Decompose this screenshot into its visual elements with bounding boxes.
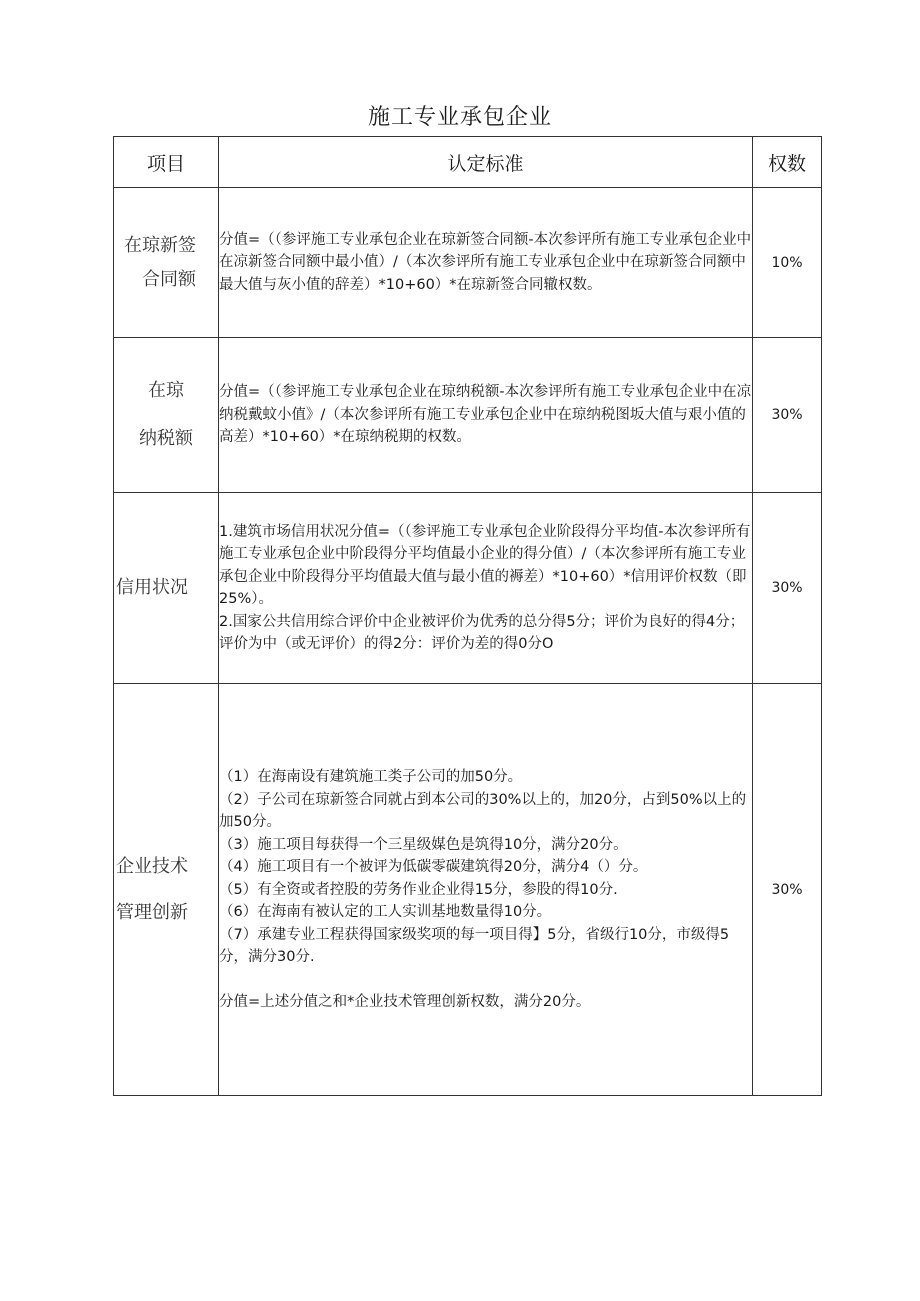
item-cell xyxy=(114,188,219,338)
item-cell xyxy=(114,493,219,684)
item-label-line: 企业技术 xyxy=(116,855,188,877)
document-title: 施工专业承包企业 xyxy=(367,105,552,130)
table-header-row xyxy=(114,137,822,188)
header-weight: 权数 xyxy=(753,137,822,188)
criterion-cell xyxy=(219,338,753,493)
criterion-text: 分值=（（参评施工专业承包企业在琼纳税额-本次参评所有施工专业承包企业中在凉纳税戴蚊小值》/（本次参评所有施工专业承包企业中在琼纳税图坂大值与艰小值的高差）*10+60）*在琼纳税期的权数。 xyxy=(219,384,752,446)
criterion-summary: 分值=上述分值之和*企业技术管理创新权数，满分20分。 xyxy=(219,993,591,1010)
criterion-text: （4）施工项目有一个被评为低碳零碳建筑得20分，满分4（）分。 xyxy=(219,859,648,875)
item-label-line: 信用状况 xyxy=(116,577,188,598)
item-cell xyxy=(114,338,219,493)
spacer xyxy=(219,969,752,991)
table-row xyxy=(114,338,822,493)
criterion-cell xyxy=(219,493,753,684)
weight-cell: 30% xyxy=(753,338,822,493)
item-cell xyxy=(114,684,219,1096)
table-row xyxy=(114,188,822,338)
criterion-cell xyxy=(219,684,753,1096)
table-row xyxy=(114,684,822,1096)
criterion-text: （6）在海南有被认定的工人实训基地数量得10分。 xyxy=(219,904,552,920)
header-criterion: 认定标准 xyxy=(219,137,753,188)
criterion-text: 1.建筑市场信用状况分值=（（参评施工专业承包企业阶段得分平均值-本次参评所有施工专业承包企业中阶段得分平均值最小企业的得分值）/（本次参评所有施工专业承包企业中阶段得分平均值最大值与最小值的褥差）*10+60）*信用评价权数（即25%）。 xyxy=(219,523,751,607)
criterion-text: （5）有全资或者控股的劳务作业企业得15分，参股的得10分. xyxy=(219,881,618,898)
criterion-text: 2.国家公共信用综合评价中企业被评价为优秀的总分得5分；评价为良好的得4分；评价为中（或无评价）的得2分：评价为差的得0分O xyxy=(219,613,745,652)
criterion-cell xyxy=(219,188,753,338)
item-label-line: 合同额 xyxy=(142,268,196,290)
criterion-text: （7）承建专业工程获得国家级奖项的每一项目得】5分，省级行10分，市级得5分，满分30分. xyxy=(219,926,730,965)
header-item: 项目 xyxy=(114,137,219,188)
weight-cell: 10% xyxy=(753,188,822,338)
table-row xyxy=(114,493,822,684)
criterion-text: （1）在海南设有建筑施工类子公司的加50分。 xyxy=(219,769,523,785)
weight-cell: 30% xyxy=(753,493,822,684)
item-label-line: 纳税额 xyxy=(139,428,193,449)
criterion-text: （2）子公司在琼新签合同就占到本公司的30%以上的，加20分，占到50%以上的加50分。 xyxy=(219,791,747,830)
item-label-line: 管理创新 xyxy=(116,901,188,923)
item-label-line: 在琼新签 xyxy=(124,234,196,256)
criteria-table xyxy=(113,136,822,1096)
criterion-text: （3）施工项目每获得一个三星级媒色是筑得10分，满分20分。 xyxy=(219,836,628,853)
item-label-line: 在琼 xyxy=(148,380,184,401)
criterion-text: 分值=（（参评施工专业承包企业在琼新签合同额-本次参评所有施工专业承包企业中在凉新签合同额中最小值）/（本次参评所有施工专业承包企业中在琼新签合同额中最大值与灰小值的辞差）*10+60）*在琼新签合同辙权数。 xyxy=(219,231,752,293)
weight-cell: 30% xyxy=(753,684,822,1096)
